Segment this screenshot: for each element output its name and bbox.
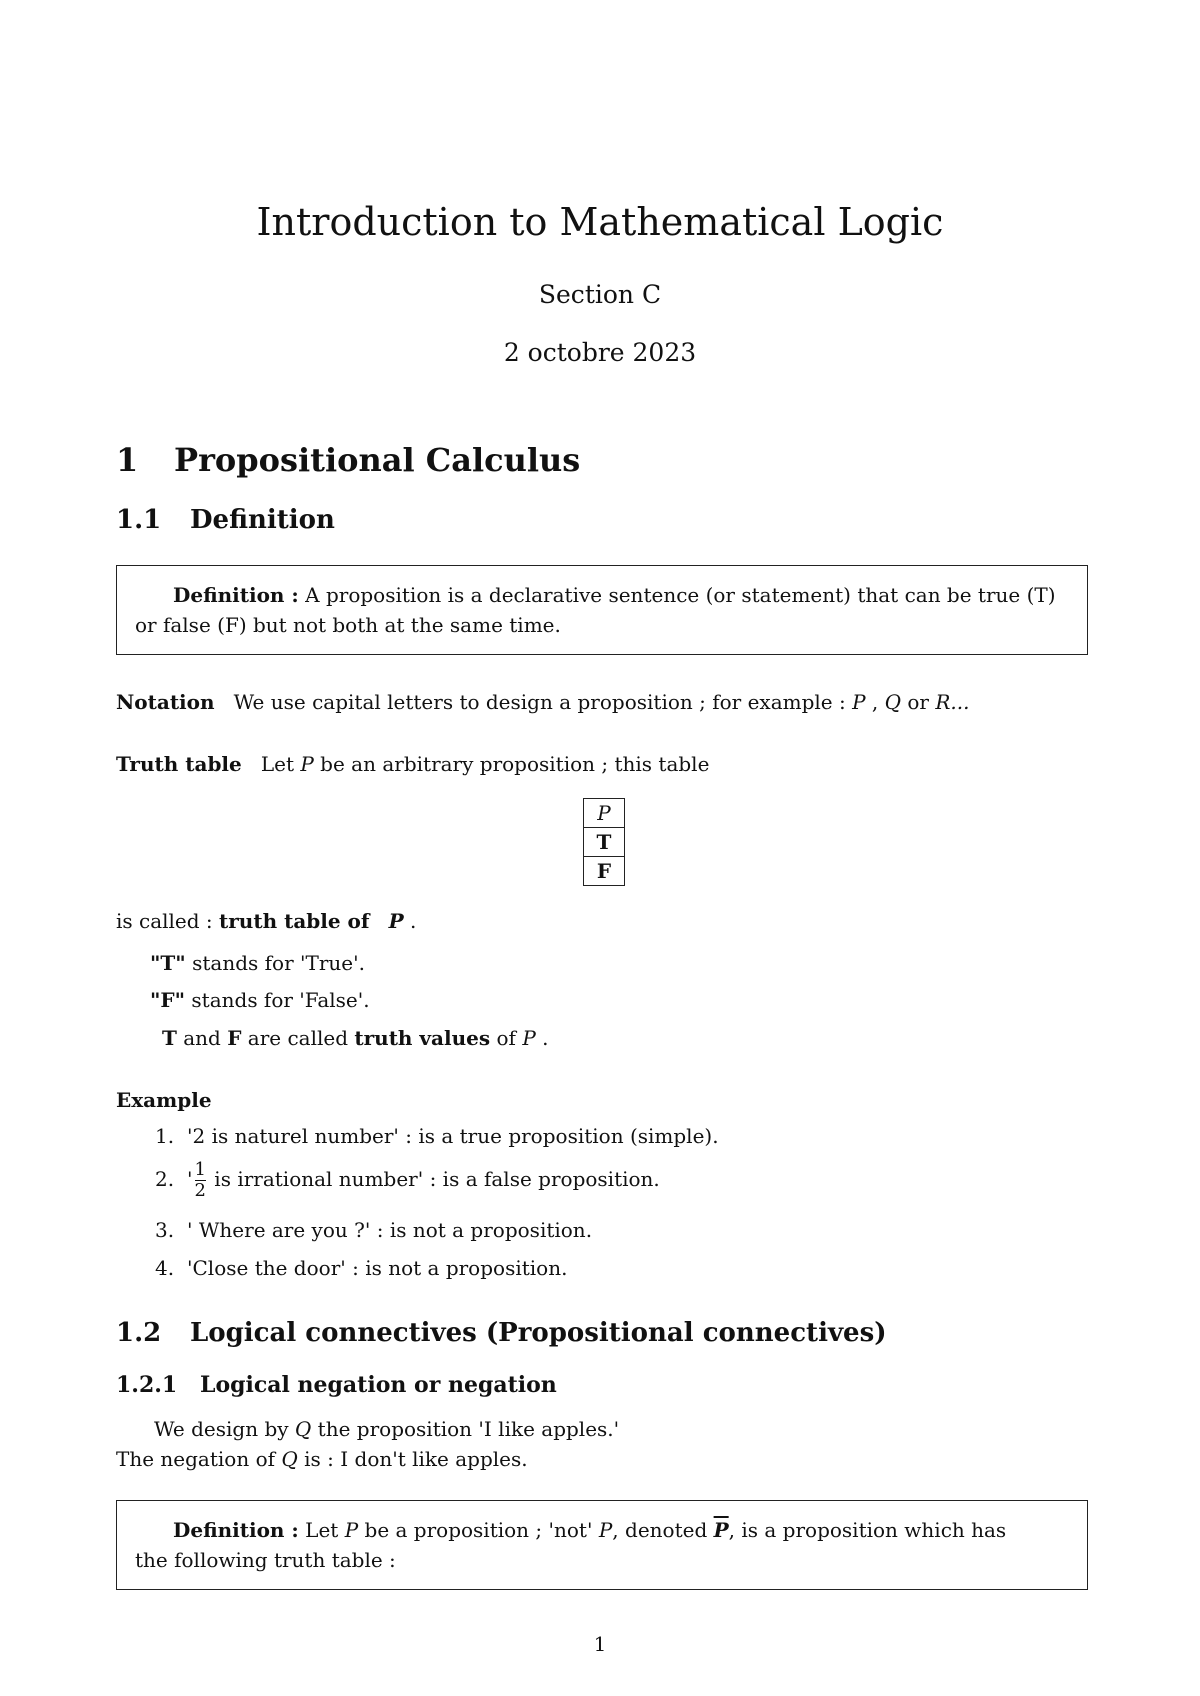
text: , is a proposition which has xyxy=(728,1518,1007,1542)
notation-label: Notation xyxy=(116,690,215,714)
called-line xyxy=(116,906,416,936)
document-title: Introduction to Mathematical Logic xyxy=(256,200,944,244)
list-number: 4. xyxy=(155,1256,175,1280)
text: is called : xyxy=(116,909,220,933)
list-number: 2. xyxy=(155,1167,175,1191)
var-q: Q xyxy=(294,1417,312,1441)
text: be an arbitrary proposition ; this table xyxy=(313,752,710,776)
definition-text: A proposition is a declarative sentence (or statement) that can be true (T) xyxy=(298,583,1056,607)
var-q: Q xyxy=(884,690,902,714)
f-stands-line xyxy=(150,985,370,1015)
quote: ' xyxy=(187,1167,193,1191)
section-title: Logical connectives (Propositional connectives) xyxy=(190,1318,887,1348)
text: The negation of xyxy=(116,1447,282,1471)
truth-table-paragraph xyxy=(116,749,709,779)
var-p: P xyxy=(522,1026,536,1050)
list-text: is irrational number' : is a false proposition. xyxy=(207,1167,660,1191)
list-number: 3. xyxy=(155,1218,175,1242)
denominator: 2 xyxy=(194,1180,206,1201)
negation-line-1 xyxy=(154,1414,619,1444)
section-title: Propositional Calculus xyxy=(174,441,581,479)
separator: , xyxy=(865,690,885,714)
bold-term: truth table of xyxy=(219,909,370,933)
text: is : I don't like apples. xyxy=(297,1447,528,1471)
var-q: Q xyxy=(281,1447,298,1471)
truth-values-line xyxy=(162,1023,549,1053)
list-number: 1. xyxy=(155,1124,175,1148)
document-date: 2 octobre 2023 xyxy=(503,338,697,367)
section-number: 1.1 xyxy=(116,505,162,535)
table-header-cell: P xyxy=(584,799,625,828)
section-1-2-1-heading xyxy=(116,1372,557,1398)
page-number: 1 xyxy=(593,1632,607,1656)
table-cell: T xyxy=(584,828,625,857)
text: . xyxy=(535,1026,549,1050)
var-p: P xyxy=(344,1518,359,1542)
var-p: P xyxy=(388,909,404,933)
definition-text-line2: the following truth table : xyxy=(135,1548,396,1572)
or-text: or xyxy=(901,690,936,714)
negated-p: $\overline{P}$ xyxy=(713,1518,729,1542)
section-title: Definition xyxy=(190,505,335,535)
text: be a proposition ; 'not' xyxy=(358,1518,599,1542)
text: and xyxy=(176,1026,228,1050)
section-number: 1 xyxy=(116,441,139,479)
list-text: '2 is naturel number' : is a true proposition (simple). xyxy=(187,1124,719,1148)
list-item xyxy=(155,1160,660,1201)
definition-text-line2: or false (F) but not both at the same time. xyxy=(135,613,561,637)
definition-label: Definition : xyxy=(173,1518,299,1542)
text: Let xyxy=(260,752,301,776)
text: . xyxy=(403,909,417,933)
text: , denoted xyxy=(612,1518,714,1542)
truth-table-label: Truth table xyxy=(116,752,242,776)
section-number: 1.2.1 xyxy=(116,1372,178,1398)
bold-term: "F" xyxy=(150,988,186,1012)
text: the proposition 'I like apples.' xyxy=(311,1417,620,1441)
list-item xyxy=(155,1218,592,1242)
notation-paragraph xyxy=(116,687,970,717)
var-r: R... xyxy=(935,690,970,714)
text: Let xyxy=(298,1518,345,1542)
numerator: 1 xyxy=(194,1159,206,1180)
var-p: P xyxy=(598,1518,613,1542)
text: stands for 'True'. xyxy=(185,951,365,975)
bold-term: truth values xyxy=(354,1026,491,1050)
text: are called xyxy=(241,1026,355,1050)
section-1-2-heading xyxy=(116,1318,887,1348)
var-p: P xyxy=(852,690,866,714)
section-1-1-heading xyxy=(116,505,335,535)
example-label: Example xyxy=(116,1088,212,1112)
var-p: P xyxy=(300,752,314,776)
list-text: ' Where are you ?' : is not a proposition. xyxy=(187,1218,593,1242)
section-number: 1.2 xyxy=(116,1318,162,1348)
truth-table xyxy=(583,798,625,886)
table-cell: F xyxy=(584,857,625,886)
definition-box-negation xyxy=(116,1500,1088,1590)
definition-label: Definition : xyxy=(173,583,299,607)
text: stands for 'False'. xyxy=(185,988,370,1012)
definition-box-proposition xyxy=(116,565,1088,655)
negation-line-2 xyxy=(116,1444,528,1474)
text: We design by xyxy=(154,1417,295,1441)
fraction xyxy=(195,1160,206,1201)
document-section: Section C xyxy=(538,280,662,309)
bold-term: F xyxy=(227,1026,242,1050)
list-text: 'Close the door' : is not a proposition. xyxy=(187,1256,568,1280)
section-1-heading xyxy=(116,441,580,479)
section-title: Logical negation or negation xyxy=(200,1372,557,1398)
notation-text: We use capital letters to design a proposition ; for example : xyxy=(233,690,853,714)
t-stands-line xyxy=(150,948,365,978)
text: of xyxy=(490,1026,523,1050)
list-item xyxy=(155,1124,719,1148)
bold-term: T xyxy=(162,1026,177,1050)
bold-term: "T" xyxy=(150,951,186,975)
list-item xyxy=(155,1256,567,1280)
